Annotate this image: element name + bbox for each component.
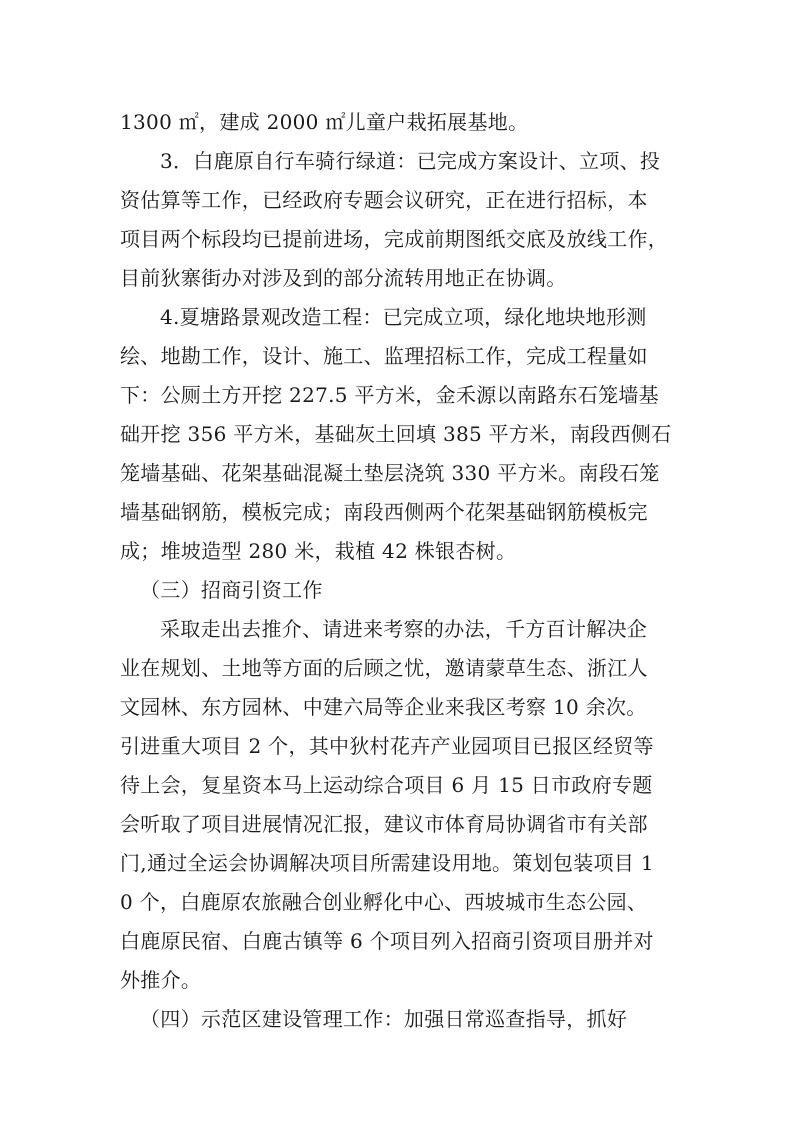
text-line-8: 下：公厕土方开挖 227.5 平方米，金禾源以南路东石笼墙基 — [120, 383, 659, 407]
text-line-12: 成；堆坡造型 280 米，栽植 42 株银杏树。 — [120, 539, 517, 563]
text-line-15: 业在规划、土地等方面的后顾之忧，邀请蒙草生态、浙江人 — [120, 656, 648, 680]
text-line-3: 资估算等工作，已经政府专题会议研究，正在进行招标，本 — [120, 188, 648, 212]
text-line-2: 3．白鹿原自行车骑行绿道：已完成方案设计、立项、投 — [160, 149, 661, 173]
text-line-14: 采取走出去推介、请进来考察的办法，千方百计解决企 — [160, 617, 648, 641]
text-line-4: 项目两个标段均已提前进场，完成前期图纸交底及放线工作， — [120, 227, 669, 251]
text-line-20: 门,通过全运会协调解决项目所需建设用地。策划包装项目 1 — [120, 851, 654, 875]
text-line-16: 文园林、东方园林、中建六局等企业来我区考察 10 余次。 — [120, 695, 647, 719]
text-line-6: 4.夏塘路景观改造工程：已完成立项，绿化地块地形测 — [160, 305, 647, 329]
text-line-10: 笼墙基础、花架基础混凝土垫层浇筑 330 平方米。南段石笼 — [120, 461, 660, 485]
text-line-18: 待上会，复星资本马上运动综合项目 6 月 15 日市政府专题 — [120, 773, 653, 797]
text-line-17: 引进重大项目 2 个，其中狄村花卉产业园项目已报区经贸等 — [120, 734, 654, 758]
text-line-19: 会听取了项目进展情况汇报，建议市体育局协调省市有关部 — [120, 812, 648, 836]
text-line-1: 1300 ㎡，建成 2000 ㎡儿童户栽拓展基地。 — [120, 110, 529, 134]
section-heading-4: （四）示范区建设管理工作：加强日常巡查指导，抓好 — [140, 1007, 628, 1031]
text-line-7: 绘、地勘工作，设计、施工、监理招标工作，完成工程量如 — [120, 344, 648, 368]
section-heading-3: （三）招商引资工作 — [140, 578, 323, 602]
text-line-21: 0 个，白鹿原农旅融合创业孵化中心、西坡城市生态公园、 — [120, 890, 648, 914]
text-line-22: 白鹿原民宿、白鹿古镇等 6 个项目列入招商引资项目册并对 — [120, 929, 654, 953]
text-line-5: 目前狄寨街办对涉及到的部分流转用地正在协调。 — [120, 266, 567, 290]
text-line-9: 础开挖 356 平方米，基础灰土回填 385 平方米，南段西侧石 — [120, 422, 672, 446]
text-line-11: 墙基础钢筋，模板完成；南段西侧两个花架基础钢筋模板完 — [120, 500, 648, 524]
text-line-23: 外推介。 — [120, 968, 202, 992]
